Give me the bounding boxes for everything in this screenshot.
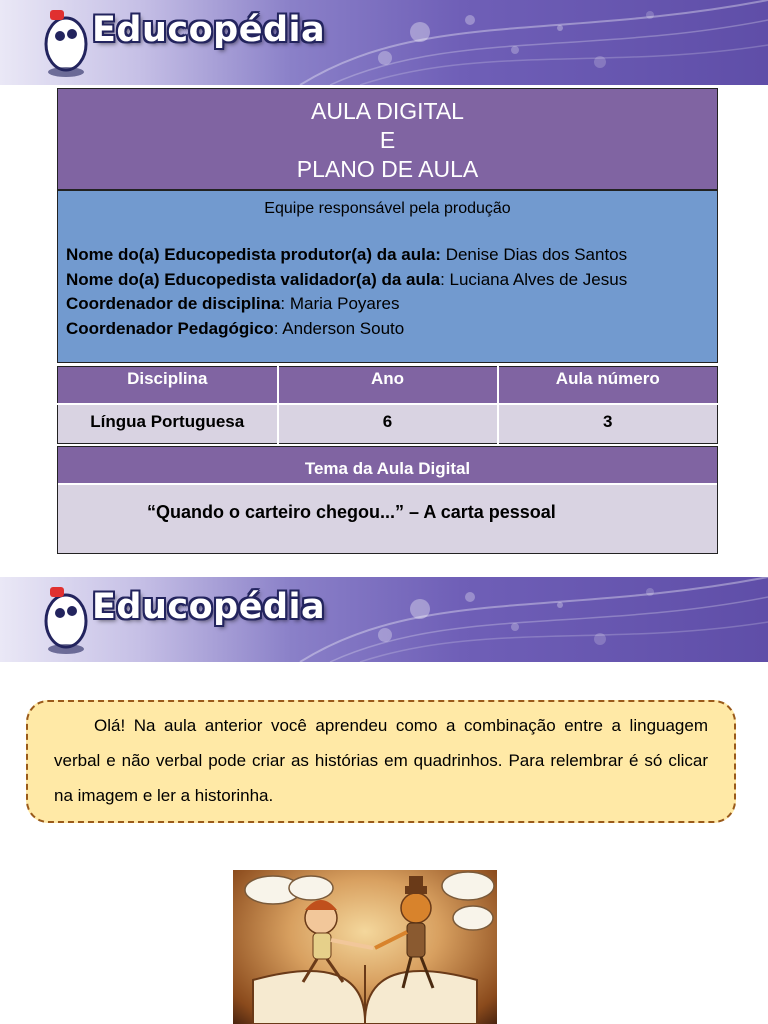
- column-header: Ano: [278, 367, 498, 404]
- production-team-box: [57, 190, 718, 363]
- educopedia-logo: Educopédia: [92, 10, 326, 50]
- intro-text: Olá! Na aula anterior você aprendeu como a combinação entre a linguagem verbal e não verbal pode criar as histórias em quadrinhos. Para relembrar é só clicar na imagem e ler a historinha.: [54, 716, 708, 805]
- comic-image-link[interactable]: [233, 870, 497, 1024]
- table-cell: Língua Portuguesa: [58, 404, 278, 444]
- lesson-info-table: [57, 366, 718, 444]
- team-label: Coordenador de disciplina: [66, 294, 281, 313]
- table-cell: 3: [498, 404, 718, 444]
- team-row-producer: [66, 243, 627, 268]
- educopedia-banner: [0, 0, 768, 85]
- comic-illustration: [233, 870, 497, 1024]
- lesson-theme-box: [57, 446, 718, 554]
- team-value: : Anderson Souto: [273, 318, 405, 338]
- lesson-title: [57, 88, 718, 190]
- mascot-icon: [0, 577, 100, 662]
- team-value: : Maria Poyares: [280, 294, 400, 313]
- team-row-pedagogic-coordinator: [66, 317, 627, 342]
- title-line: AULA DIGITAL: [311, 98, 464, 124]
- table-header-row: [58, 367, 718, 404]
- team-row-subject-coordinator: [66, 292, 627, 317]
- intro-speech-box: [26, 700, 736, 823]
- title-line: E: [379, 127, 396, 153]
- team-label: Coordenador Pedagógico: [66, 318, 274, 338]
- team-row-validator: [66, 268, 627, 293]
- column-header: Aula número: [498, 367, 718, 404]
- educopedia-banner: [0, 577, 768, 662]
- educopedia-logo: Educopédia: [92, 587, 326, 627]
- mascot-icon: [0, 0, 100, 85]
- table-row: [58, 404, 718, 444]
- team-heading: Equipe responsável pela produção: [264, 200, 511, 217]
- team-label: Nome do(a) Educopedista validador(a) da aula: [66, 269, 441, 289]
- team-value: : Luciana Alves de Jesus: [440, 269, 628, 289]
- team-label: Nome do(a) Educopedista produtor(a) da aula:: [66, 245, 441, 264]
- title-line: PLANO DE AULA: [296, 156, 479, 182]
- team-rows: [66, 243, 627, 341]
- theme-text: “Quando o carteiro chegou...” – A carta pessoal: [147, 502, 556, 522]
- team-value: Denise Dias dos Santos: [440, 245, 628, 264]
- theme-heading: Tema da Aula Digital: [58, 447, 717, 485]
- table-cell: 6: [278, 404, 498, 444]
- column-header: Disciplina: [58, 367, 278, 404]
